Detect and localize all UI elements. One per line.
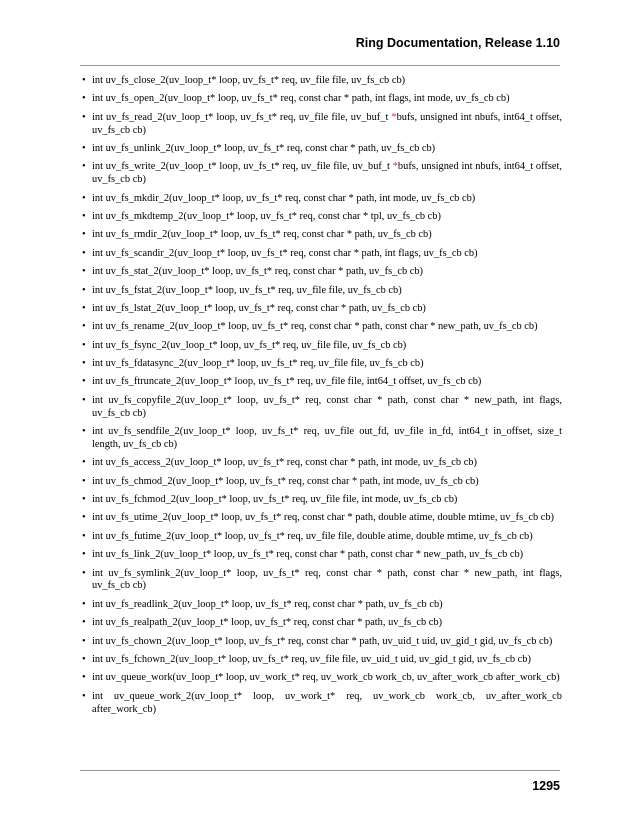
bullet-icon: • — [82, 161, 86, 173]
list-item — [80, 395, 562, 421]
list-item — [80, 303, 562, 316]
list-item-text: int uv_fs_scandir_2(uv_loop_t* loop, uv_fs_t* req, const char * path, int flags, uv_fs_cb cb) — [92, 247, 478, 259]
list-item — [80, 636, 562, 649]
list-item — [80, 93, 562, 106]
bullet-icon: • — [82, 339, 86, 351]
list-item-text: int uv_fs_realpath_2(uv_loop_t* loop, uv_fs_t* req, const char * path, uv_fs_cb cb) — [92, 617, 443, 629]
page-header — [80, 35, 560, 66]
header-title: Ring Documentation, Release 1.10 — [355, 36, 560, 50]
list-item — [80, 248, 562, 261]
bullet-icon: • — [82, 598, 86, 610]
bullet-icon: • — [82, 567, 86, 579]
list-item — [80, 457, 562, 470]
list-item-text: int uv_queue_work(uv_loop_t* loop, uv_work_t* req, uv_work_cb work_cb, uv_after_work_cb after_work_cb) — [92, 672, 560, 684]
list-item — [80, 599, 562, 612]
list-item-text: int uv_fs_copyfile_2(uv_loop_t* loop, uv_fs_t* req, const char * path, const char * new_path, int flags, uv_fs_cb cb) — [92, 394, 562, 419]
page-number: 1295 — [532, 779, 560, 793]
list-item-text: int uv_fs_readlink_2(uv_loop_t* loop, uv_fs_t* req, const char * path, uv_fs_cb cb) — [92, 598, 443, 610]
list-item-text: int uv_fs_fsync_2(uv_loop_t* loop, uv_fs_t* req, uv_file file, uv_fs_cb cb) — [92, 339, 407, 351]
bullet-icon: • — [82, 142, 86, 154]
bullet-icon: • — [82, 530, 86, 542]
list-item — [80, 376, 562, 389]
bullet-icon: • — [82, 512, 86, 524]
list-item-text: int uv_fs_lstat_2(uv_loop_t* loop, uv_fs_t* req, const char * path, uv_fs_cb cb) — [92, 302, 426, 314]
list-item — [80, 494, 562, 507]
bullet-icon: • — [82, 192, 86, 204]
list-item-text: int uv_fs_unlink_2(uv_loop_t* loop, uv_fs_t* req, const char * path, uv_fs_cb cb) — [92, 142, 436, 154]
list-item — [80, 531, 562, 544]
list-item-text: int uv_fs_close_2(uv_loop_t* loop, uv_fs_t* req, uv_file file, uv_fs_cb cb) — [92, 75, 406, 86]
bullet-icon: • — [82, 690, 86, 702]
page-footer — [80, 770, 560, 793]
pointer-asterisk: * — [392, 161, 398, 173]
list-item — [80, 143, 562, 156]
list-item-text: int uv_fs_fchown_2(uv_loop_t* loop, uv_fs_t* req, uv_file file, uv_uid_t uid, uv_gid_t gid, uv_fs_cb cb) — [92, 653, 531, 665]
list-item-text: int uv_fs_write_2(uv_loop_t* loop, uv_fs_t* req, uv_file file, uv_buf_t *bufs, unsigned int nbufs, int64_t offset, uv_fs_cb cb) — [92, 161, 562, 186]
list-item-text: int uv_fs_futime_2(uv_loop_t* loop, uv_fs_t* req, uv_file file, double atime, double mtime, uv_fs_cb cb) — [92, 530, 533, 542]
list-item — [80, 476, 562, 489]
list-item-text: int uv_fs_mkdtemp_2(uv_loop_t* loop, uv_fs_t* req, const char * tpl, uv_fs_cb cb) — [92, 210, 441, 222]
bullet-icon: • — [82, 247, 86, 259]
list-item — [80, 229, 562, 242]
list-item — [80, 161, 562, 187]
bullet-icon: • — [82, 475, 86, 487]
list-item-text: int uv_fs_rename_2(uv_loop_t* loop, uv_fs_t* req, const char * path, const char * new_path, uv_fs_cb cb) — [92, 321, 538, 333]
list-item-text: int uv_fs_open_2(uv_loop_t* loop, uv_fs_t* req, const char * path, int flags, int mode, uv_fs_cb cb) — [92, 93, 510, 105]
list-item — [80, 340, 562, 353]
list-item-text: int uv_fs_rmdir_2(uv_loop_t* loop, uv_fs_t* req, const char * path, uv_fs_cb cb) — [92, 229, 432, 241]
bullet-icon: • — [82, 653, 86, 665]
list-item — [80, 266, 562, 279]
list-item-text: int uv_fs_read_2(uv_loop_t* loop, uv_fs_t* req, uv_file file, uv_buf_t *bufs, unsigned int nbufs, int64_t offset, uv_fs_cb cb) — [92, 111, 562, 136]
pointer-asterisk: * — [391, 111, 397, 123]
bullet-icon: • — [82, 229, 86, 241]
list-item — [80, 691, 562, 717]
list-item-text: int uv_fs_sendfile_2(uv_loop_t* loop, uv_fs_t* req, uv_file out_fd, uv_file in_fd, int64_t in_offset, size_t length, uv_fs_cb cb) — [92, 426, 562, 450]
list-item-text: int uv_fs_utime_2(uv_loop_t* loop, uv_fs_t* req, const char * path, double atime, double mtime, uv_fs_cb cb) — [92, 512, 555, 524]
list-item — [80, 617, 562, 630]
list-item-text: int uv_fs_mkdir_2(uv_loop_t* loop, uv_fs_t* req, const char * path, int mode, uv_fs_cb cb) — [92, 192, 476, 204]
list-item — [80, 321, 562, 334]
list-item — [80, 358, 562, 371]
bullet-icon: • — [82, 426, 86, 438]
list-item-text: int uv_fs_link_2(uv_loop_t* loop, uv_fs_t* req, const char * path, const char * new_path, uv_fs_cb cb) — [92, 549, 524, 561]
bullet-icon: • — [82, 75, 86, 86]
list-item — [80, 75, 562, 88]
bullet-icon: • — [82, 93, 86, 105]
list-item — [80, 654, 562, 667]
list-item-text: int uv_fs_symlink_2(uv_loop_t* loop, uv_fs_t* req, const char * path, const char * new_path, int flags, uv_fs_cb cb) — [92, 567, 562, 592]
list-item — [80, 568, 562, 594]
bullet-icon: • — [82, 457, 86, 469]
list-item — [80, 211, 562, 224]
list-item-text: int uv_fs_chmod_2(uv_loop_t* loop, uv_fs_t* req, const char * path, int mode, uv_fs_cb cb) — [92, 475, 479, 487]
list-item-text: int uv_fs_fchmod_2(uv_loop_t* loop, uv_fs_t* req, uv_file file, int mode, uv_fs_cb cb) — [92, 494, 458, 505]
list-item — [80, 512, 562, 525]
list-item-text: int uv_fs_stat_2(uv_loop_t* loop, uv_fs_t* req, const char * path, uv_fs_cb cb) — [92, 266, 424, 278]
list-item-text: int uv_fs_access_2(uv_loop_t* loop, uv_fs_t* req, const char * path, int mode, uv_fs_cb cb) — [92, 457, 477, 469]
bullet-icon: • — [82, 358, 86, 370]
bullet-icon: • — [82, 321, 86, 333]
list-item — [80, 193, 562, 206]
list-item — [80, 285, 562, 298]
bullet-icon: • — [82, 635, 86, 647]
list-item — [80, 549, 562, 562]
bullet-icon: • — [82, 266, 86, 278]
list-item — [80, 112, 562, 138]
list-item — [80, 672, 562, 685]
bullet-icon: • — [82, 549, 86, 561]
bullet-icon: • — [82, 617, 86, 629]
bullet-icon: • — [82, 284, 86, 296]
function-list — [80, 75, 562, 722]
bullet-icon: • — [82, 210, 86, 222]
bullet-icon: • — [82, 376, 86, 388]
list-item — [80, 426, 562, 452]
bullet-icon: • — [82, 302, 86, 314]
bullet-icon: • — [82, 672, 86, 684]
bullet-icon: • — [82, 111, 86, 123]
list-item-text: int uv_queue_work_2(uv_loop_t* loop, uv_work_t* req, uv_work_cb work_cb, uv_after_work_cb after_work_cb) — [92, 690, 562, 715]
list-item-text: int uv_fs_ftruncate_2(uv_loop_t* loop, uv_fs_t* req, uv_file file, int64_t offset, uv_fs_cb cb) — [92, 376, 482, 388]
bullet-icon: • — [82, 394, 86, 406]
list-item-text: int uv_fs_fdatasync_2(uv_loop_t* loop, uv_fs_t* req, uv_file file, uv_fs_cb cb) — [92, 358, 424, 370]
bullet-icon: • — [82, 494, 86, 505]
list-item-text: int uv_fs_fstat_2(uv_loop_t* loop, uv_fs_t* req, uv_file file, uv_fs_cb cb) — [92, 284, 402, 296]
list-item-text: int uv_fs_chown_2(uv_loop_t* loop, uv_fs_t* req, const char * path, uv_uid_t uid, uv_gid_t gid, uv_fs_cb cb) — [92, 635, 553, 647]
